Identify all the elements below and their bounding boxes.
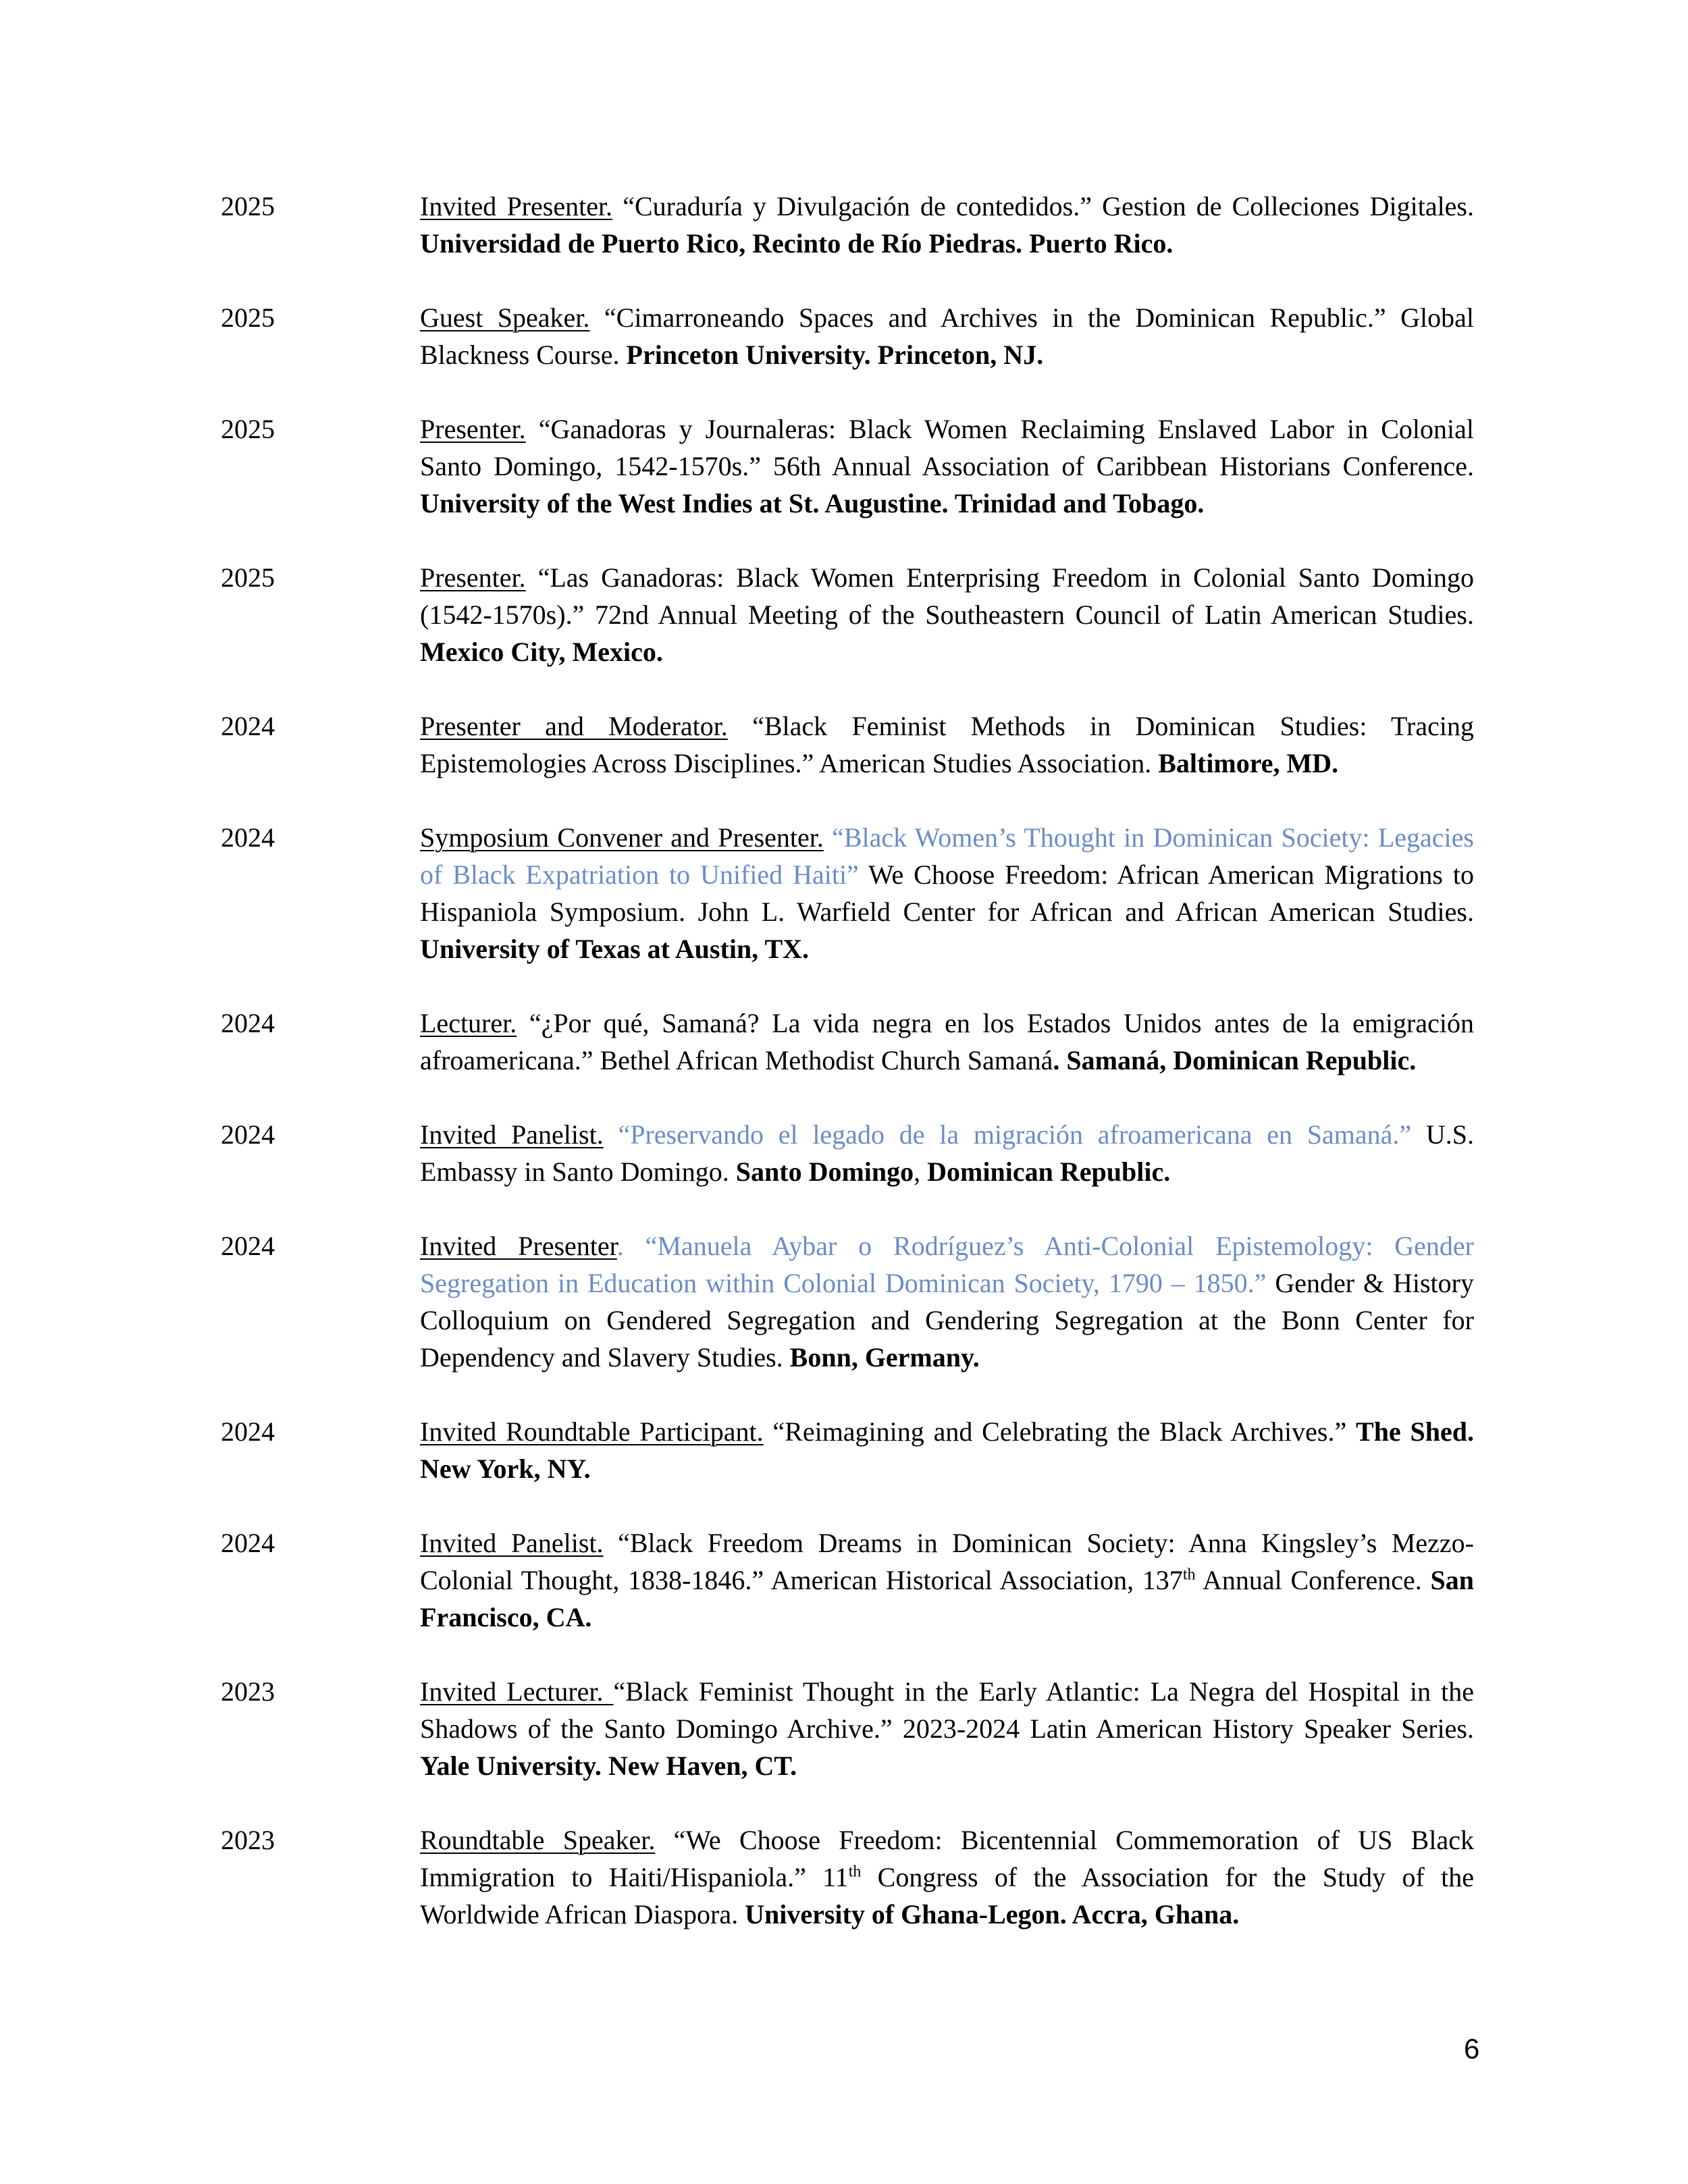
entry-year: 2024 [221,1231,275,1261]
entry-text-continued: Congress of the Association for the Study of the Worldwide African Diaspora. [420,1862,1474,1929]
entry-text: “Curaduría y Divulgación de contedidos.” Gestion de Colleciones Digitales. [612,191,1475,221]
entry-location: University of Texas at Austin, TX. [420,934,810,964]
entry-body [420,1227,1474,1376]
entry-year: 2025 [221,414,275,444]
entry-text-continued: Annual Conference. [1195,1565,1431,1595]
entry-body [420,188,1474,262]
entry-role: Invited Lecturer. [420,1676,614,1707]
entry-text: “Black Feminist Methods in Dominican Studies: Tracing Epistemologies Across Disciplines.” American Studies Association. [420,711,1475,778]
entry-body [420,410,1474,522]
entry-year: 2023 [221,1825,275,1855]
entry-year: 2025 [221,191,275,221]
entry-location: The Shed. New York, NY. [420,1416,1474,1484]
entry-text: We Choose Freedom: African American Migrations to Hispaniola Symposium. John L. Warfield Center for African and African American Studies. [420,859,1474,927]
entry-role: Roundtable Speaker. [420,1825,656,1855]
page-number: 6 [1464,2033,1480,2065]
entry-text: Gender & History Colloquium on Gendered Segregation and Gendering Segregation at the Bonn Center for Dependency and Slavery Studies. [420,1268,1474,1373]
entry-location: Universidad de Puerto Rico, Recinto de Río Piedras. Puerto Rico. [420,228,1173,259]
entry-body [420,299,1474,373]
entry-title-link[interactable]: “Preservando el legado de la migración afroamericana en Samaná.” [603,1119,1412,1150]
entry-location: Yale University. New Haven, CT. [420,1751,797,1781]
entry-location: University of Ghana-Legon. Accra, Ghana. [745,1899,1240,1929]
entry-text: “Black Freedom Dreams in Dominican Society: Anna Kingsley’s Mezzo-Colonial Thought, 1838-1846.” American Historical Association, 137 [420,1528,1474,1595]
entry [221,708,1474,782]
entry-role: Symposium Convener and Presenter. [420,822,824,853]
entry-role: Invited Panelist. [420,1119,604,1150]
entry-text: “Black Feminist Thought in the Early Atlantic: La Negra del Hospital in the Shadows of the Santo Domingo Archive.” 2023-2024 Latin American History Speaker Series. [420,1676,1474,1744]
entry-text: “Cimarroneando Spaces and Archives in the Dominican Republic.” Global Blackness Course. [420,302,1474,370]
entry [221,1116,1474,1190]
entry-text: “¿Por qué, Samaná? La vida negra en los Estados Unidos antes de la emigración afroamericana.” Bethel African Methodist Church Samaná [420,1008,1474,1075]
entry-location: Santo Domingo [735,1156,914,1187]
entry-year: 2025 [221,562,275,593]
entry-text: U.S. Embassy in Santo Domingo. [420,1119,1474,1187]
entry-text: “We Choose Freedom: Bicentennial Commemoration of US Black Immigration to Haiti/Hispaniola.” 11 [420,1825,1474,1892]
entry-role: Invited Roundtable Participant. [420,1416,764,1447]
entry-year: 2023 [221,1676,275,1707]
presentations-list [221,188,1474,1970]
entry-body [420,1005,1474,1079]
entry-year: 2024 [221,1416,275,1447]
entry-year: 2024 [221,1008,275,1038]
entry-location: Mexico City, Mexico. [420,637,663,667]
entry-location: Baltimore, MD. [1158,748,1339,778]
entry-body [420,1673,1474,1784]
entry-role: Invited Panelist. [420,1528,604,1558]
entry-year: 2024 [221,1119,275,1150]
entry-body [420,1524,1474,1636]
entry [221,188,1474,262]
entry-role: Lecturer. [420,1008,517,1038]
entry-year: 2024 [221,1528,275,1558]
entry-country: Dominican Republic. [927,1156,1171,1187]
entry-role: Presenter and Moderator. [420,711,728,741]
entry-body [420,1413,1474,1487]
entry [221,559,1474,670]
entry-body [420,708,1474,782]
entry [221,410,1474,522]
entry-title-link[interactable]: . “Manuela Aybar o Rodríguez’s Anti-Colonial Epistemology: Gender Segregation in Education within Colonial Dominican Society, 1790 – 1850.” [420,1231,1474,1298]
entry [221,819,1474,967]
entry-title-link[interactable]: “Black Women’s Thought in Dominican Society: Legacies of Black Expatriation to Unified Haiti” [420,822,1474,890]
entry-role: Invited Presenter [420,1231,617,1261]
entry-year: 2025 [221,302,275,333]
entry-body [420,1821,1474,1933]
ordinal-suffix: th [1182,1566,1196,1584]
entry-role: Presenter. [420,562,526,593]
entry [221,1227,1474,1376]
entry-location: . Samaná, Dominican Republic. [1053,1045,1417,1075]
entry-location: University of the West Indies at St. Augustine. Trinidad and Tobago. [420,488,1205,518]
entry [221,1524,1474,1636]
entry-location: San Francisco, CA. [420,1565,1474,1632]
entry [221,1413,1474,1487]
entry [221,299,1474,373]
entry-role: Presenter. [420,414,526,444]
entry-body [420,819,1474,967]
entry-year: 2024 [221,822,275,853]
entry-text: “Ganadoras y Journaleras: Black Women Reclaiming Enslaved Labor in Colonial Santo Domingo, 1542-1570s.” 56th Annual Association of Caribbean Historians Conference. [420,414,1474,481]
entry-text-separator: , [914,1156,928,1187]
entry-text: “Reimagining and Celebrating the Black Archives.” [763,1416,1356,1447]
entry [221,1005,1474,1079]
entry-role: Invited Presenter. [420,191,613,221]
entry-body [420,1116,1474,1190]
ordinal-suffix: th [848,1863,862,1881]
entry [221,1673,1474,1784]
entry-text: “Las Ganadoras: Black Women Enterprising Freedom in Colonial Santo Domingo (1542-1570s).” 72nd Annual Meeting of the Southeastern Council of Latin American Studies. [420,562,1474,630]
entry-location: Princeton University. Princeton, NJ. [626,340,1044,370]
entry-role: Guest Speaker. [420,302,590,333]
entry-location: Bonn, Germany. [789,1342,980,1373]
entry-year: 2024 [221,711,275,741]
entry-body [420,559,1474,670]
entry [221,1821,1474,1933]
